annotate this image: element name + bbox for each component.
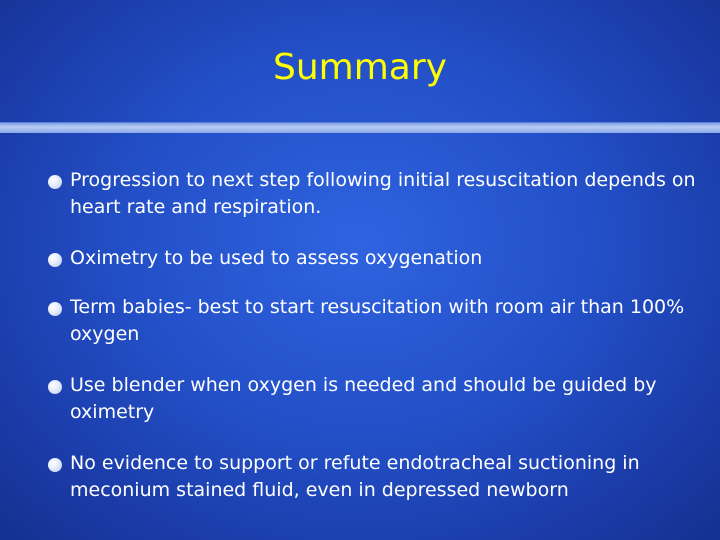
bullet-text: Use blender when oxygen is needed and should be guided by oximetry xyxy=(70,374,657,423)
bullet-dot-icon xyxy=(48,380,62,394)
bullet-dot-icon xyxy=(48,175,62,189)
title-divider xyxy=(0,122,720,133)
bullet-text: Progression to next step following initial resuscitation depends on heart rate and respiration. xyxy=(70,169,696,218)
bullet-dot-icon xyxy=(48,458,62,472)
slide-title: Summary xyxy=(273,47,447,88)
bullet-text: Oximetry to be used to assess oxygenation xyxy=(70,247,483,269)
bullet-text: No evidence to support or refute endotracheal suctioning in meconium stained fluid, even in depressed newborn xyxy=(70,452,640,501)
title-area xyxy=(0,0,720,122)
bullet-dot-icon xyxy=(48,253,62,267)
bullet-text: Term babies- best to start resuscitation with room air than 100% oxygen xyxy=(70,296,685,345)
bullet-dot-icon xyxy=(48,302,62,316)
